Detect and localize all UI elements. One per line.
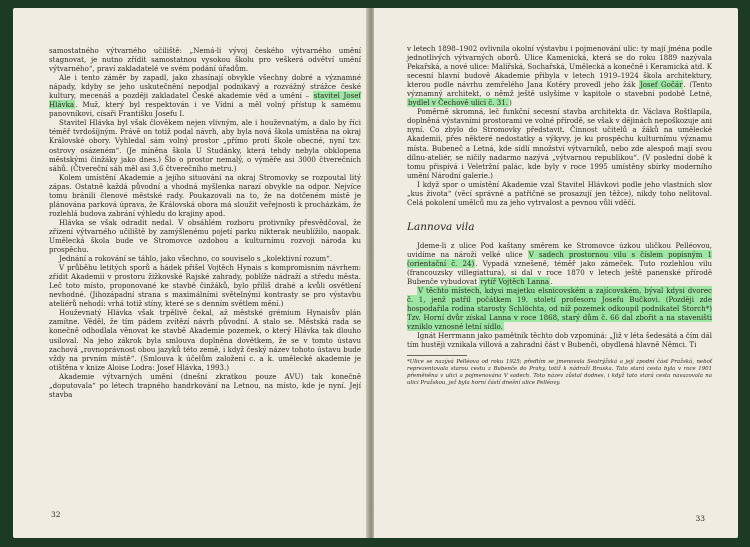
paragraph-text: Ignát Herrmann jako pamětník těchto dob vzpomíná: „Již v léta šedesátá a čím dál tím hustěji vznikala villová a zahradní část v Bubenči, obydlená hlavně Němci. Ti xyxy=(407,331,712,350)
paragraph xyxy=(407,44,712,107)
paragraph-text: Hlávka se však odradit nedal. V obsáhlém rozboru protivníky přesvědčoval, že zřízení výtvarného učiliště by zamýšlenému pojetí parku nikterak neublížilo, naopak. Umělecká škola bude ve Stromovce ozdobou a kulturnímu rozvoji národa ku prospěchu. xyxy=(49,217,361,255)
highlighted-text: V těchto místech, kdysi majetku elsnicovském a zajícovském, býval kdysi dvorec č. 1, jenž patřil počátkem 19. století profesoru Josefu Bučkovi. (Později zde hospodařila rodina starosty Schlöchta, od níž pozemek odkoupil podnikatel Storch*) Tzv. Horní dvůr získal Lanna v roce 1868, starý dům č. 66 dal zbořit a na staveništi vzniklo vznosné letní sídlo. xyxy=(407,286,712,332)
highlighted-text: stavitel Josef Hlávka xyxy=(49,91,361,110)
paragraph-text: Stavitel Hlávka byl však člověkem nejen vlivným, ale i houževnatým, a dalo by říci téměř tvrdošíjným. Právě on totiž podal návrh, aby byla nová škola umístěna na okraj Královské obory. Vyhledal sám volný prostor „přímo proti škole obecné, nyní tzv. ostrovy osázeném“. (Je míněna škola U Studánky, která tehdy nebyla obklopena městskými činžáky jako dnes.) Šlo o prostor nemalý, o výměře asi 3000 čtverečních sáhů. (Čtvereční sáh měl asi 3,6 čtverečního metru.) xyxy=(49,118,361,173)
paragraph xyxy=(407,286,712,331)
right-page xyxy=(374,8,738,538)
paragraph-text: Kolem umístění Akademie a jejího situování na okraj Stromovky se rozpoutal litý zápas. Ostatně každá původní a vhodná myšlenka narazí obvykle na odpor. Nejvíce tomu bránili členové městské rady. Poukazovali na to, že na dotčeném místě je plánována parková úprava, že Královská obora má sloužit veřejnosti k procházkám, že rozlehlá budova zabrání výhledu do krajiny apod. xyxy=(49,172,361,218)
paragraph-text: Houževnatý Hlávka však trpělivě čekal, až městské grémium Hynaisův plán zamítne. Věděl, že tím pádem zvítězí návrh původní. A stalo se. Městská rada se konečně odhodlala věnovat ke stavbě Akademie pozemek, o který Hlávka tak dlouho usiloval. Na jeho zákrok byla smlouva doplněna dovětkem, že se v tomto ústavu zachová „rovnoprávnost obou jazyků této země, i když český název tohoto ústavu bude vždy na prvním místě“. (Smlouva k účelům založení c. a k. umělecké akademie je otištěna v knize Aloise Lodra: Josef Hlávka, 1993.) xyxy=(49,308,361,372)
paragraph-text: . Vypadá vznešeně, téměř jako zámeček. Tuto rozlehlou vilu (francouzsky villegiattura), si dal v roce 1870 v letech ještě panenské přírodě Bubenče vybudovat xyxy=(407,258,712,287)
highlighted-text: rytíř Vojtěch Lanna xyxy=(480,277,550,287)
paragraph xyxy=(49,372,361,399)
paragraph-text: . xyxy=(550,277,553,287)
paragraph xyxy=(49,173,361,218)
paragraph-text: . (Tento významný architekt, o němž ještě uslyšíme v kapitole o stavební podobě Letné, xyxy=(407,80,712,99)
paragraph xyxy=(407,241,712,286)
paragraph xyxy=(407,180,712,207)
paragraph-text: Poměrně skromná, leč funkční secesní stavba architekta dr. Václava Roštlapila, doplněná výstavními prostorami ve volné přírodě, se však v dějinách nepoškozuje ani nyní. Co zbylo do Stromovky představit. Činnost učitelů a žáků na umělecké Akademii, přes některé nedostatky a výkyvy, je ku prospěchu kulturnímu významu místa. Bubeneč a Letná, kde sídlí množství výtvarníků, nebo zde alespoň mají svou dílnu-ateliér, se ničily nadarmo nazývá „výtvarnou republikou“. (V poslední době k tomu přispívá i Veletržní palác, kde byly v roce 1995 umístěny sbírky moderního umění Národní galerie.) xyxy=(407,107,712,180)
right-paragraphs-top xyxy=(407,44,712,207)
paragraph-text: v letech 1898–1902 ovlivnila okolní výstavbu i pojmenování ulic: ty mají jména podle jednotlivých výtvarných oborů. Ulice Kamenická, která se do roku 1889 nazývala Pekařská, a nové ulice: Malířská, Sochařská, Umělecká a konečně i Keramická atd. K secesní hlavní budově Akademie přibyla v letech 1919–1924 škola architektury, kterou podle návrhu zemřelého Jana Kotěry provedl jeho žák xyxy=(407,44,712,90)
highlighted-text: bydlel v Čechově ulici č. 31. xyxy=(408,98,508,108)
paragraph-text: Ale i tento záměr by zapadl, jako zhasínají obvykle všechny dobré a významné nápady, kdyby se jeho uskutečnění nepodjal podnikavý a rozvážný strážce české kultury, mecenáš a později zakladatel České akademie věd a umění – xyxy=(49,73,361,101)
footnote-rule xyxy=(407,355,467,356)
right-page-text xyxy=(407,44,712,387)
right-paragraphs-bottom xyxy=(407,241,712,350)
highlighted-text: Josef Gočár xyxy=(639,80,683,90)
paragraph xyxy=(49,308,361,371)
highlighted-text: V sadech prostornou vilu s číslem popisným 1 (orientační č. 24) xyxy=(407,249,712,268)
paragraph-text: ) xyxy=(508,98,512,108)
paragraph xyxy=(49,118,361,172)
paragraph xyxy=(49,46,361,73)
paragraph xyxy=(49,254,361,263)
paragraph-text: V průběhu letitých sporů a hádek přišel Vojtěch Hynais s kompromisním návrhem: zřídit Akademii v prostoru žižkovské Rajské zahrady, poblíže nádraží a středu města. Leč toto místo, proponované ke stavbě činžáků, bylo příliš drahé a kvůli osvětlení nevhodné. (Jihozápadní strana s maximálními světelnými kontrasty se pro výstavbu ateliérů nehodí: vrhá totiž stíny, které se s denním světlem mění.) xyxy=(49,263,361,309)
paragraph-text: Jednání a rokování se táhlo, jako všechno, co souviselo s „kolektivní rozum“. xyxy=(59,254,333,264)
paragraph xyxy=(407,331,712,349)
paragraph xyxy=(407,107,712,179)
paragraph xyxy=(49,263,361,308)
page-number-right: 33 xyxy=(695,514,705,523)
paragraph-text: . Muž, který byl respektován i ve Vídni a měl volný přístup k samému panovníkovi, císaři Františku Josefu I. xyxy=(49,100,361,119)
paragraph-text: Jdeme-li z ulice Pod kaštany směrem ke Stromovce úzkou uličkou Pelléovou, uvidíme na nároží velké ulice xyxy=(407,240,712,259)
paragraph xyxy=(49,73,361,118)
left-page-text xyxy=(49,46,361,399)
paragraph-text: I když spor o umístění Akademie vzal Stavitel Hlávkovi podle jeho vlastních slov „kus života“ (věcí správné a patřičné se prosazují jen těžce), nikdy toho nelitoval. Celá pokolení umělců mu za jeho vytrvalost a pevnou vůli vděčí. xyxy=(407,179,712,207)
page-number-left: 32 xyxy=(51,510,61,519)
footnote: *Ulice se nazývá Pelléova od roku 1925; předtím se jmenovala Seatrýžská a její zpodní část Pražská, neboť reprezentovala starou cestu z Bubenče do Prahy, totiž k nádraží Bruska. Tato stará cesta byla v roce 1901 přeměněna v ulici a pojmenována V sadech. Toto název zůstal dodnes, i když tato stará cesta navazovala na ulici Pražskou, jež byla horní částí dnešní ulice Pelléovy. xyxy=(407,359,712,387)
paragraph-text: Akademie výtvarných umění (dnešní zkratkou pouze AVU) tak konečně „doputovala“ po létech trapného handrkování na Letnou, na místo, kde je nyní. Její stavba xyxy=(49,371,361,399)
paragraph-text: samostatného výtvarného učiliště: „Nemá-li vývoj českého výtvarného umění stagnovat, je nutno zřídit samostatnou vysokou školu pro veškerá odvětví umění výtvarného“, praví zakladatelé ve svém podání úřadům. xyxy=(49,46,361,74)
section-heading: Lannova vila xyxy=(407,220,475,233)
left-page xyxy=(13,8,368,538)
paragraph xyxy=(49,218,361,254)
